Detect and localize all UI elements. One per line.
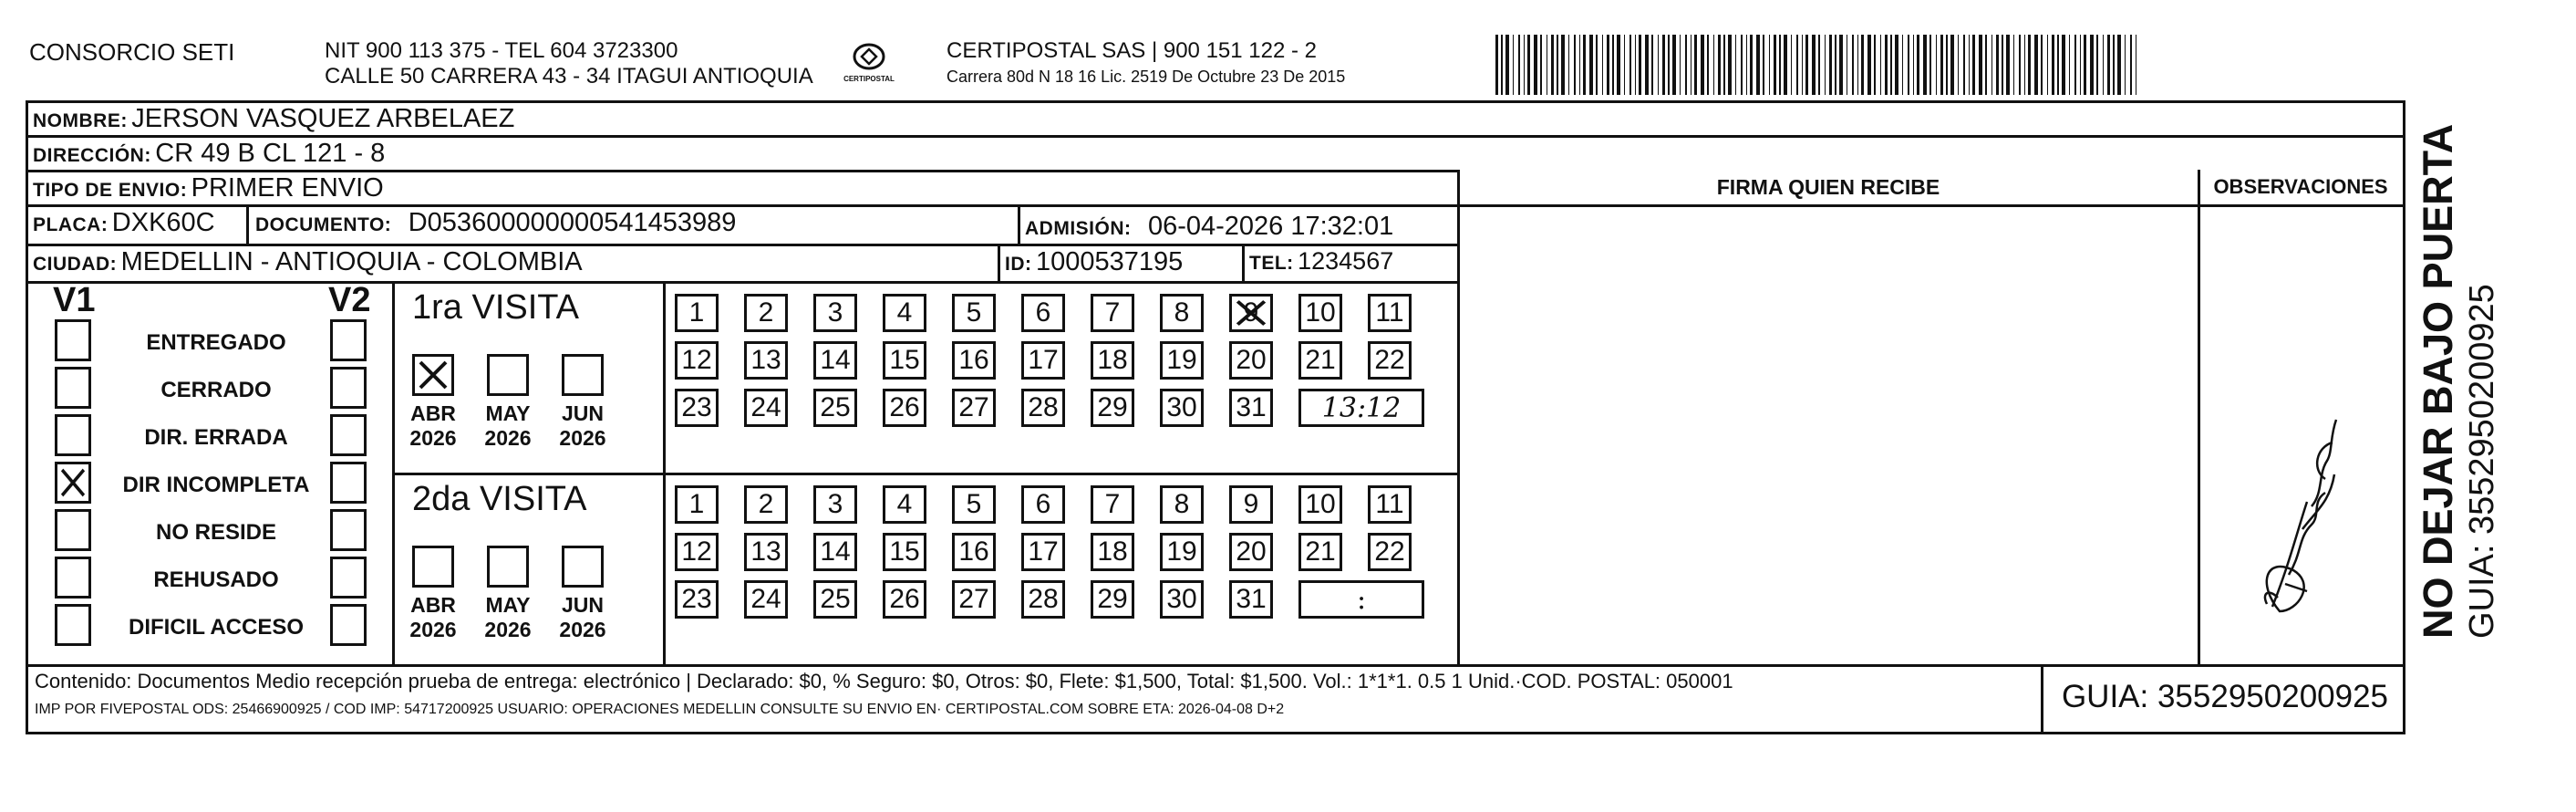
month-checkbox[interactable] xyxy=(412,546,454,588)
day-box[interactable] xyxy=(1160,485,1204,524)
day-number: 11 xyxy=(1375,489,1404,519)
month-label xyxy=(551,593,615,642)
visit2-title: 2da VISITA xyxy=(412,480,587,518)
address-value: CR 49 B CL 121 - 8 xyxy=(155,139,386,168)
month-checkbox[interactable] xyxy=(487,354,529,396)
day-box[interactable] xyxy=(1160,533,1204,571)
visit1-title: 1ra VISITA xyxy=(412,288,580,327)
month-checkbox[interactable] xyxy=(562,546,604,588)
v1-checkbox[interactable] xyxy=(55,367,91,409)
month-label xyxy=(476,401,540,451)
month-label xyxy=(551,401,615,451)
day-number: 10 xyxy=(1305,297,1336,328)
day-box[interactable] xyxy=(1091,389,1134,427)
tel-value: 1234567 xyxy=(1298,247,1394,275)
day-box[interactable] xyxy=(1091,294,1134,332)
city-value: MEDELLIN - ANTIOQUIA - COLOMBIA xyxy=(120,247,583,276)
admission-field xyxy=(1025,212,1393,242)
v2-checkbox[interactable] xyxy=(330,509,367,551)
day-number: 24 xyxy=(750,584,781,614)
day-number: 15 xyxy=(889,345,920,375)
day-box[interactable] xyxy=(883,533,926,571)
v1-checkbox[interactable] xyxy=(55,414,91,456)
month-checkbox[interactable] xyxy=(562,354,604,396)
id-field xyxy=(1005,247,1183,277)
day-box[interactable] xyxy=(952,580,996,619)
day-box[interactable] xyxy=(1368,341,1412,380)
time-box[interactable]: 13:12 xyxy=(1298,389,1424,427)
day-number: 18 xyxy=(1097,536,1128,567)
shipment-type-value: PRIMER ENVIO xyxy=(191,173,384,203)
month-year: 2026 xyxy=(484,618,532,641)
day-number: 16 xyxy=(958,345,989,375)
month-name: MAY xyxy=(485,593,531,617)
day-box[interactable] xyxy=(744,389,788,427)
month-label xyxy=(401,593,465,642)
status-reason-label: ENTREGADO xyxy=(146,330,286,355)
day-number: 12 xyxy=(681,536,712,567)
day-box[interactable] xyxy=(1160,389,1204,427)
day-number: 30 xyxy=(1166,392,1197,422)
day-number: 16 xyxy=(958,536,989,567)
name-label: NOMBRE: xyxy=(33,110,128,131)
v2-checkbox[interactable] xyxy=(330,604,367,646)
day-box[interactable] xyxy=(813,580,857,619)
city-field xyxy=(33,247,583,277)
day-box[interactable] xyxy=(883,580,926,619)
day-box[interactable] xyxy=(744,294,788,332)
id-label: ID: xyxy=(1005,254,1032,275)
day-box[interactable] xyxy=(883,294,926,332)
document-value: D053600000000541453989 xyxy=(408,208,737,237)
day-number: 31 xyxy=(1236,392,1267,422)
signature-header: FIRMA QUIEN RECIBE xyxy=(1716,175,1940,199)
day-box[interactable] xyxy=(1160,580,1204,619)
imp-line: IMP POR FIVEPOSTAL ODS: 25466900925 / COD IMP: 54717200925 USUARIO: OPERACIONES MEDELLIN CONSULTE SU ENVIO EN· CERTIPOSTAL.COM SOBRE ETA: 2026-04-08 D+2 xyxy=(35,702,1285,717)
day-box[interactable] xyxy=(952,389,996,427)
side-guia: GUIA: 3552950200925 xyxy=(2463,284,2501,639)
day-number: 30 xyxy=(1166,584,1197,614)
day-number: 18 xyxy=(1097,345,1128,375)
day-box[interactable] xyxy=(675,485,719,524)
day-number: 4 xyxy=(896,489,913,519)
day-number: 5 xyxy=(966,489,982,519)
v1-checkbox[interactable] xyxy=(55,557,91,599)
day-box[interactable] xyxy=(1021,533,1065,571)
v2-checkbox[interactable] xyxy=(330,414,367,456)
day-box[interactable] xyxy=(1021,341,1065,380)
month-year: 2026 xyxy=(484,426,532,450)
day-box[interactable] xyxy=(1229,485,1273,524)
admission-label: ADMISIÓN: xyxy=(1025,218,1132,239)
v2-label: V2 xyxy=(328,281,371,319)
day-number: 9 xyxy=(1243,297,1259,328)
day-box[interactable] xyxy=(1298,485,1342,524)
status-reason-label: CERRADO xyxy=(160,378,272,402)
day-box[interactable] xyxy=(883,341,926,380)
day-number: 1 xyxy=(688,489,705,519)
day-number: 4 xyxy=(896,297,913,328)
v2-checkbox[interactable] xyxy=(330,367,367,409)
month-checkbox[interactable] xyxy=(487,546,529,588)
address-line: CALLE 50 CARRERA 43 - 34 ITAGUI ANTIOQUIA xyxy=(325,64,813,88)
status-reason-label: NO RESIDE xyxy=(155,520,277,545)
month-year: 2026 xyxy=(559,618,606,641)
logo-icon xyxy=(837,38,901,93)
day-box[interactable] xyxy=(1091,533,1134,571)
day-box[interactable] xyxy=(744,485,788,524)
day-number: 11 xyxy=(1375,297,1404,328)
day-number: 23 xyxy=(681,392,712,422)
day-number: 17 xyxy=(1028,536,1059,567)
day-box[interactable] xyxy=(813,485,857,524)
month-year: 2026 xyxy=(559,426,606,450)
day-box[interactable] xyxy=(744,580,788,619)
day-box[interactable] xyxy=(1021,485,1065,524)
day-box[interactable] xyxy=(1298,533,1342,571)
document-field xyxy=(255,208,736,238)
day-box[interactable] xyxy=(813,294,857,332)
day-number: 28 xyxy=(1028,584,1059,614)
content-line: Contenido: Documentos Medio recepción prueba de entrega: electrónico | Declarado: $0, % Seguro: $0, Otros: $0, Flete: $1,500, Total: $1,500. Vol.: 1*1*1. 0.5 1 Unid.·COD. POSTAL: 050001 xyxy=(35,670,1733,692)
recipient-signature xyxy=(2225,365,2362,620)
day-number: 3 xyxy=(827,489,843,519)
shipment-type-label: TIPO DE ENVIO: xyxy=(33,180,188,201)
day-box[interactable] xyxy=(1160,341,1204,380)
status-reason-label: REHUSADO xyxy=(153,567,279,592)
v1-checkbox[interactable] xyxy=(55,462,91,504)
month-name: ABR xyxy=(410,593,456,617)
day-number: 31 xyxy=(1236,584,1267,614)
v1-checkbox[interactable] xyxy=(55,319,91,361)
day-number: 10 xyxy=(1305,489,1336,519)
day-box[interactable] xyxy=(675,294,719,332)
day-box[interactable] xyxy=(1298,294,1342,332)
v1-label: V1 xyxy=(53,281,96,319)
day-box[interactable] xyxy=(1229,580,1273,619)
day-number: 22 xyxy=(1374,536,1405,567)
day-number: 24 xyxy=(750,392,781,422)
shipment-type-row xyxy=(33,173,384,203)
v2-checkbox[interactable] xyxy=(330,319,367,361)
day-box[interactable] xyxy=(1021,294,1065,332)
day-number: 7 xyxy=(1104,489,1121,519)
day-number: 21 xyxy=(1305,345,1336,375)
logo-text: CERTIPOSTAL xyxy=(843,75,895,83)
day-number: 14 xyxy=(820,345,851,375)
day-number: 19 xyxy=(1166,536,1197,567)
day-number: 27 xyxy=(958,392,989,422)
day-box[interactable] xyxy=(744,341,788,380)
day-number: 29 xyxy=(1097,584,1128,614)
day-number: 13 xyxy=(750,536,781,567)
tel-label: TEL: xyxy=(1249,253,1294,274)
courier-line: CERTIPOSTAL SAS | 900 151 122 - 2 xyxy=(947,38,1317,63)
footer-guia: GUIA: 3552950200925 xyxy=(2061,679,2389,714)
day-box[interactable] xyxy=(952,341,996,380)
day-box[interactable] xyxy=(883,485,926,524)
month-label xyxy=(476,593,540,642)
day-number: 9 xyxy=(1243,489,1259,519)
day-number: 27 xyxy=(958,584,989,614)
day-number: 26 xyxy=(889,392,920,422)
day-box[interactable] xyxy=(1368,533,1412,571)
day-number: 7 xyxy=(1104,297,1121,328)
day-box[interactable] xyxy=(1298,341,1342,380)
day-box[interactable] xyxy=(675,580,719,619)
license-line: Carrera 80d N 18 16 Lic. 2519 De Octubre 23 De 2015 xyxy=(947,68,1346,86)
observations-header: OBSERVACIONES xyxy=(2213,175,2388,198)
day-box[interactable] xyxy=(813,533,857,571)
day-number: 14 xyxy=(820,536,851,567)
month-name: JUN xyxy=(561,401,604,425)
day-box[interactable] xyxy=(813,341,857,380)
day-number: 19 xyxy=(1166,345,1197,375)
name-value: JERSON VASQUEZ ARBELAEZ xyxy=(131,104,515,133)
document-label: DOCUMENTO: xyxy=(255,214,392,235)
day-number: 28 xyxy=(1028,392,1059,422)
day-number: 20 xyxy=(1236,345,1267,375)
city-label: CIUDAD: xyxy=(33,254,118,275)
day-number: 29 xyxy=(1097,392,1128,422)
status-reason-label: DIFICIL ACCESO xyxy=(128,615,304,640)
day-box[interactable] xyxy=(952,485,996,524)
day-box[interactable] xyxy=(813,389,857,427)
day-number: 5 xyxy=(966,297,982,328)
nit-line: NIT 900 113 375 - TEL 604 3723300 xyxy=(325,38,678,63)
day-number: 26 xyxy=(889,584,920,614)
day-box[interactable] xyxy=(1229,389,1273,427)
v2-checkbox[interactable] xyxy=(330,462,367,504)
status-reason-label: DIR. ERRADA xyxy=(144,425,288,450)
address-row xyxy=(33,139,385,169)
day-box[interactable] xyxy=(1229,294,1273,332)
certipostal-logo xyxy=(837,38,901,93)
month-label xyxy=(401,401,465,451)
day-box[interactable] xyxy=(1229,533,1273,571)
day-number: 6 xyxy=(1035,489,1051,519)
day-number: 8 xyxy=(1174,489,1190,519)
day-number: 12 xyxy=(681,345,712,375)
status-reason-label: DIR INCOMPLETA xyxy=(122,473,310,497)
day-box[interactable] xyxy=(952,533,996,571)
day-box[interactable] xyxy=(1368,294,1412,332)
day-box[interactable] xyxy=(744,533,788,571)
day-box[interactable] xyxy=(1091,485,1134,524)
plate-label: PLACA: xyxy=(33,214,109,235)
do-not-leave-notice: NO DEJAR BAJO PUERTA xyxy=(2415,123,2461,639)
month-checkbox[interactable] xyxy=(412,354,454,396)
day-number: 3 xyxy=(827,297,843,328)
plate-field xyxy=(33,208,215,238)
plate-value: DXK60C xyxy=(111,208,215,237)
day-box[interactable] xyxy=(1229,341,1273,380)
time-box[interactable]: : xyxy=(1298,580,1424,619)
address-label: DIRECCIÓN: xyxy=(33,145,151,166)
day-number: 13 xyxy=(750,345,781,375)
barcode-icon xyxy=(1495,35,2143,95)
day-number: 2 xyxy=(758,297,774,328)
day-box[interactable] xyxy=(1091,580,1134,619)
v2-checkbox[interactable] xyxy=(330,557,367,599)
day-number: 25 xyxy=(820,584,851,614)
day-number: 23 xyxy=(681,584,712,614)
name-row xyxy=(33,104,514,134)
tel-field xyxy=(1249,247,1393,276)
day-box[interactable] xyxy=(675,389,719,427)
day-number: 17 xyxy=(1028,345,1059,375)
side-text xyxy=(2415,91,2524,639)
day-box[interactable] xyxy=(1160,294,1204,332)
day-number: 21 xyxy=(1305,536,1336,567)
day-box[interactable] xyxy=(1091,341,1134,380)
day-box[interactable] xyxy=(1368,485,1412,524)
day-number: 8 xyxy=(1174,297,1190,328)
v1-checkbox[interactable] xyxy=(55,604,91,646)
month-year: 2026 xyxy=(409,426,457,450)
day-number: 25 xyxy=(820,392,851,422)
day-number: 20 xyxy=(1236,536,1267,567)
v1-checkbox[interactable] xyxy=(55,509,91,551)
day-number: 15 xyxy=(889,536,920,567)
day-box[interactable] xyxy=(952,294,996,332)
month-name: JUN xyxy=(561,593,604,617)
day-box[interactable] xyxy=(675,533,719,571)
company-name: CONSORCIO SETI xyxy=(29,38,235,66)
id-value: 1000537195 xyxy=(1035,247,1184,276)
day-number: 22 xyxy=(1374,345,1405,375)
admission-value: 06-04-2026 17:32:01 xyxy=(1147,212,1394,241)
month-name: ABR xyxy=(410,401,456,425)
day-box[interactable] xyxy=(675,341,719,380)
day-box[interactable] xyxy=(883,389,926,427)
day-number: 1 xyxy=(688,297,705,328)
day-number: 6 xyxy=(1035,297,1051,328)
day-box[interactable] xyxy=(1021,580,1065,619)
month-name: MAY xyxy=(485,401,531,425)
signature-icon xyxy=(2225,365,2362,620)
month-year: 2026 xyxy=(409,618,457,641)
day-number: 2 xyxy=(758,489,774,519)
day-box[interactable] xyxy=(1021,389,1065,427)
